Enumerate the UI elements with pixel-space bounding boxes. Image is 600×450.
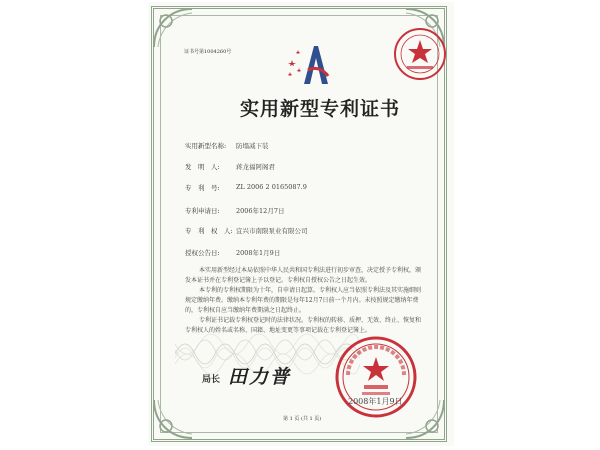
certificate-number: 证书号第1004260号 [184,49,232,55]
field-value-inventor: 蒋龙福阿阁君 [236,163,275,171]
field-value-design-name: 防塌减下装 [236,142,269,150]
page-footer: 第 1 页 (共 1 页) [283,416,322,422]
corner-ornament-bottom-left [152,398,194,440]
field-label-application-date: 专利申请日: [185,207,220,215]
certificate-title: 实用新型专利证书 [240,98,401,120]
field-label-grant-date: 授权公告日: [185,249,220,257]
corner-ornament-top-left [152,7,194,49]
paragraph-term-and-fees: 本专利的专利权期限为十年，自申请日起算。专利权人应当依照专利法及其实施细则规定缴纳年费。缴纳本专利年费的期限是每年12月7日前一个月内。未按照规定缴纳年费的，专利权自应当缴纳年费期满之日起终止。 [185,287,422,314]
field-label-patentee: 专 利 权 人: [185,227,233,235]
red-seal-top-right [392,26,448,82]
seal-date: 2008年1月9日 [348,397,403,406]
field-value-grant-date: 2008年1月9日 [236,249,281,257]
patent-office-logo [284,40,334,88]
paragraph-legal-status: 专利证书记载专利权登记时的法律状况。专利权的转移、质押、无效、终止、恢复和专利权人的姓名或名称、国籍、地址变更等事项记载在专利登记簿上。 [185,317,422,334]
field-value-patent-number: ZL 2006 2 0165087.9 [236,183,307,191]
field-value-application-date: 2006年12月7日 [236,207,285,215]
director-signature: 田力普 [228,366,292,388]
field-value-patentee: 宜兴市南限泵业有限公司 [236,227,308,235]
paragraph-grant-notice: 本实用新型经过本局依照中华人民共和国专利法进行初步审查，决定授予专利权，颁发本证书并在专利登记簿上予以登记。专利权自授权公告之日起生效。 [185,267,422,284]
director-label: 局长 [202,375,221,385]
field-label-design-name: 实用新型名称: [185,142,227,150]
field-label-inventor: 发 明 人: [185,163,220,171]
field-label-patent-number: 专 利 号: [185,184,220,192]
